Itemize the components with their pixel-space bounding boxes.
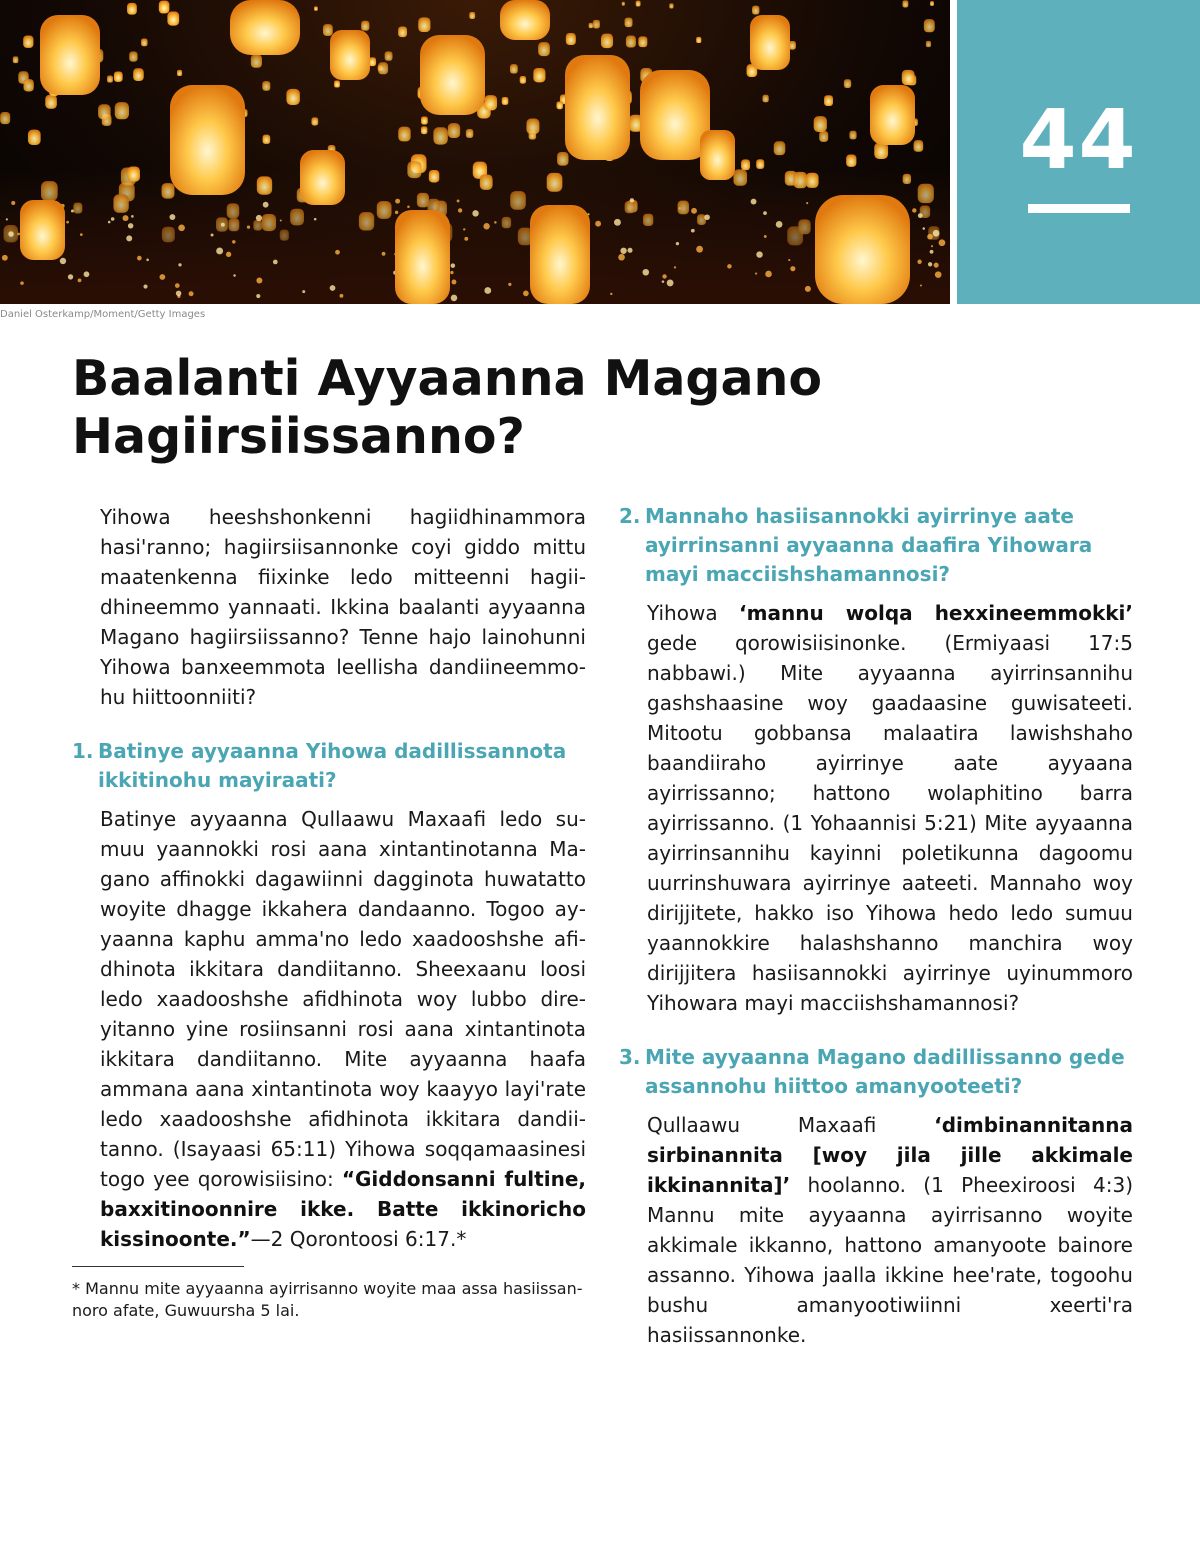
question-3	[619, 1043, 1133, 1101]
hero-photo	[0, 0, 950, 304]
sky-lanterns-illustration	[0, 0, 950, 304]
lesson-number: 44	[1019, 93, 1138, 188]
question-2-number: 2.	[619, 504, 641, 528]
answer-1-text: Batinye ayyaanna Qullaawu Maxaafi ledo sumuu yaannokki rosi aana xintantinotanna Magano affinokki dagawiinni dagginota huwatatto woyite dhagge ikkahera dandaanno. Togoo ayyaanna kaphu amma'no ledo xaadooshshe afidhinota ikkitara dandiitanno. Sheexaanu loosi ledo xaadooshshe afidhinota woy lubbo direyitanno yine rosiinsanni rosi aana xintantinota ikkitara dandiitanno. Mite ayyaanna haafa ammana aana xintantinota woy kaayyo layi'rate ledo xaadooshshe afidhinota ikkitara dandiitanno. (Isayaasi 65:11) Yihowa soqqamaasinesi togo yee qorowisiisino:	[100, 807, 586, 1191]
answer-1-citation: —2 Qorontoosi 6:17.*	[250, 1227, 467, 1251]
answer-2-text: gede qorowisiisinonke. (Ermiyaasi 17:5 nabbawi.) Mite ayyaanna ayirrinsannihu gashshaasine woy gaadaasine guwisateeti. Mitootu gobbansa malaatira lawishshaho baandiiraho ayirrinye aate ayyaana ayirrissanno; hattono wolaphitino barra ayirrissanno. (1 Yohaannisi 5:21) Mite ayyaanna ayirrinsannihu kayinni poletikunna dagoomu uurrinshuwara ayirrinye aateeti. Mannaho woy dirijjitete, hakko iso Yihowa hedo ledo sumuu yaannokkire halashshanno manchira woy dirijjitera hasiisannokki ayirrinye uyinummoro Yihowara mayi macciishshamannosi?	[647, 631, 1133, 1015]
answer-1-paragraph	[72, 804, 586, 1254]
answer-3-lead: Qullaawu Maxaafi	[647, 1113, 935, 1137]
right-column	[619, 502, 1133, 1350]
answer-3-text: hoolanno. (1 Pheexiroosi 4:3) Mannu mite ayyaanna ayirrisanno woyite akkimale ikkanno, hattono amanyoote bainore assanno. Yihowa jaalla ikkine hee'rate, togoohu bushu amanyootiwiinni xeerti'ra hasiissannonke.	[647, 1173, 1133, 1347]
answer-3-quote: ‘dimbinannitanna sirbinannita [woy jila jille akkimale ikkinannita]’	[647, 1113, 1133, 1197]
answer-3-paragraph	[619, 1110, 1133, 1350]
page-title	[72, 350, 892, 466]
question-3-number: 3.	[619, 1045, 641, 1069]
photo-credit: Daniel Osterkamp/Moment/Getty Images	[0, 309, 206, 320]
question-3-text: Mite ayyaanna Magano dadillissanno gede assannohu hiittoo amanyooteeti?	[645, 1045, 1125, 1098]
question-2-text: Mannaho hasiisannokki ayirrinye aate ayirrinsanni ayyaanna daafira Yihowara mayi macciishshamannosi?	[645, 504, 1093, 586]
answer-2-paragraph	[619, 598, 1133, 1018]
footnote: * Mannu mite ayyaanna ayirrisanno woyite maa assa hasiissannoro afate, Guwuursha 5 lai.	[72, 1279, 583, 1320]
answer-1-quote: “Giddonsanni fultine, baxxitinoonnire ikke. Batte ikkinoricho kissinoonte.”	[100, 1167, 586, 1251]
question-1-text: Batinye ayyaanna Yihowa dadillissannota ikkitinohu mayiraati?	[98, 739, 567, 792]
left-column	[72, 502, 586, 1322]
title-line-2: Hagiirsiissanno?	[72, 408, 525, 465]
lesson-number-underline	[1028, 204, 1130, 213]
question-1-number: 1.	[72, 739, 94, 763]
answer-2-quote: ‘mannu wolqa hexxineemmokki’	[739, 601, 1133, 625]
question-1	[72, 737, 586, 795]
footnote-divider	[72, 1266, 244, 1267]
answer-2-lead: Yihowa	[647, 601, 740, 625]
intro-paragraph: Yihowa heeshshonkenni hagiidhinammora hasi'ranno; hagiirsiisannonke coyi giddo mittu maatenkenna fiixinke ledo mitteenni hagiidhineemmo yannaati. Ikkina baalanti ayyaanna Magano hagiirsiissanno? Tenne hajo lainohunni Yihowa banxeemmota leellisha dandiineemmohu hiittoonniiti?	[100, 505, 586, 709]
title-line-1: Baalanti Ayyaanna Magano	[72, 350, 823, 407]
question-2	[619, 502, 1133, 589]
lesson-number-panel	[957, 0, 1200, 304]
